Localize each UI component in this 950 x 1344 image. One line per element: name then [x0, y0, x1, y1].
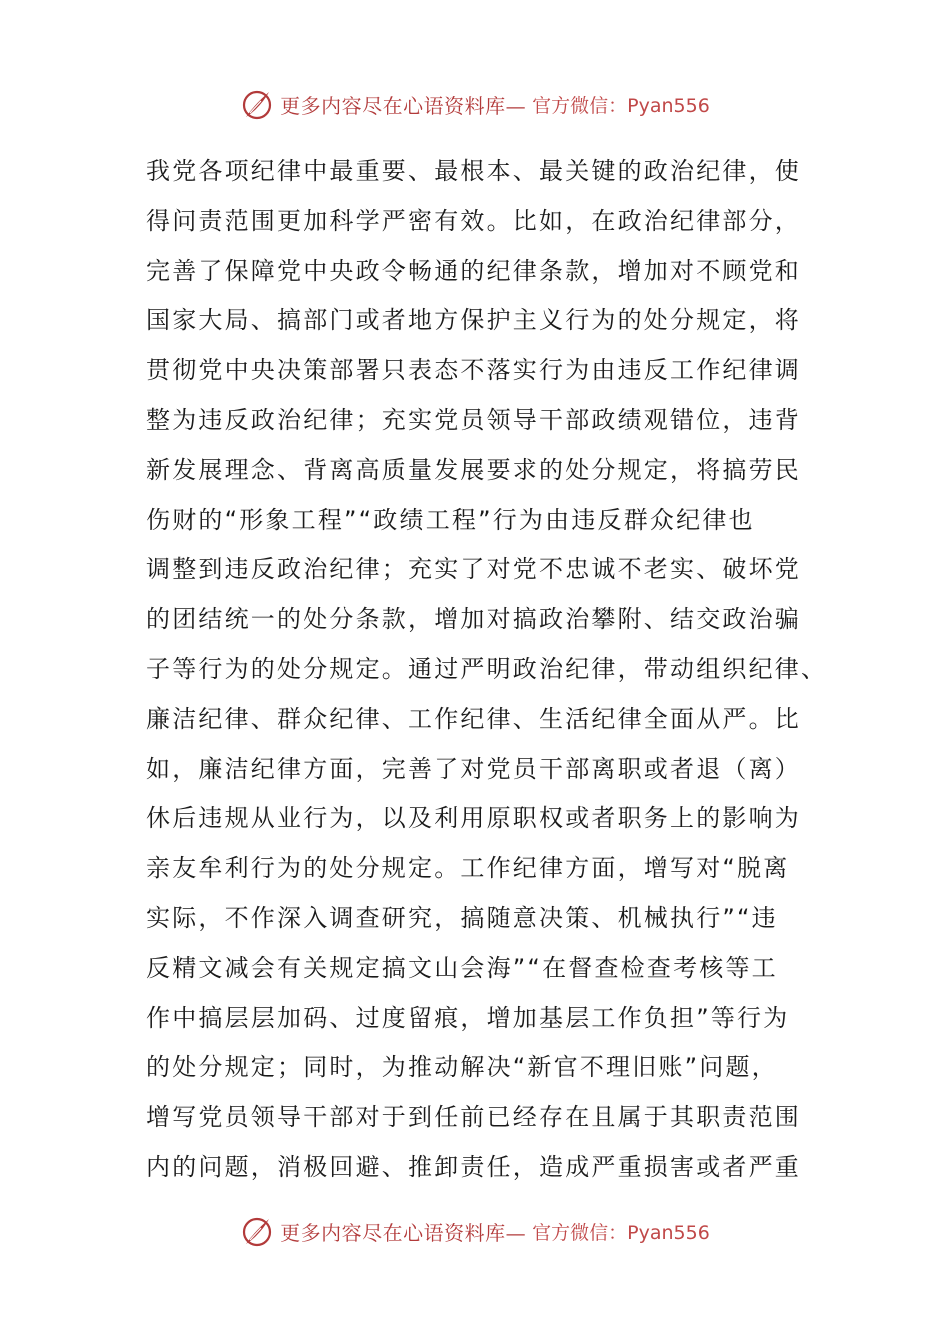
- body-line: 如，廉洁纪律方面，完善了对党员干部离职或者退（离）: [146, 754, 801, 783]
- body-line: 实际，不作深入调查研究，搞随意决策、机械执行”“违: [146, 903, 778, 932]
- header-banner-wechat: 官方微信：Pyan556: [532, 94, 710, 117]
- body-line: 新发展理念、背离高质量发展要求的处分规定，将搞劳民: [146, 455, 801, 484]
- body-line: 的团结统一的处分条款，增加对搞政治攀附、结交政治骗: [146, 605, 801, 634]
- document-body: [146, 147, 826, 1193]
- body-line: 贯彻党中央决策部署只表态不落实行为由违反工作纪律调: [146, 356, 801, 385]
- body-line: 调整到违反政治纪律；充实了对党不忠诚不老实、破坏党: [146, 555, 801, 584]
- footer-watermark-banner: [0, 1211, 950, 1251]
- body-line: 伤财的“形象工程”“政绩工程”行为由违反群众纪律也: [146, 505, 755, 534]
- footer-banner-content: [240, 1214, 710, 1248]
- footer-banner-wechat: 官方微信：Pyan556: [532, 1221, 710, 1244]
- quill-logo-icon: [240, 1214, 274, 1248]
- header-banner-text: 更多内容尽在心语资料库—: [280, 93, 527, 118]
- body-line: 亲友牟利行为的处分规定。工作纪律方面，增写对“脱离: [146, 854, 790, 883]
- body-line: 反精文减会有关规定搞文山会海”“在督查检查考核等工: [146, 953, 778, 982]
- body-line: 国家大局、搞部门或者地方保护主义行为的处分规定，将: [146, 306, 801, 335]
- header-watermark-banner: [0, 84, 950, 124]
- body-line: 作中搞层层加码、过度留痕，增加基层工作负担”等行为: [146, 1003, 790, 1032]
- body-line: 内的问题，消极回避、推卸责任，造成严重损害或者严重: [146, 1152, 801, 1181]
- body-line: 完善了保障党中央政令畅通的纪律条款，增加对不顾党和: [146, 256, 801, 285]
- body-line: 得问责范围更加科学严密有效。比如，在政治纪律部分，: [146, 206, 801, 235]
- header-banner-content: [240, 87, 710, 121]
- body-line: 整为违反政治纪律；充实党员领导干部政绩观错位，违背: [146, 405, 801, 434]
- body-line: 我党各项纪律中最重要、最根本、最关键的政治纪律，使: [146, 157, 801, 185]
- body-line: 子等行为的处分规定。通过严明政治纪律，带动组织纪律、: [146, 654, 828, 683]
- footer-banner-text: 更多内容尽在心语资料库—: [280, 1220, 527, 1245]
- body-line: 增写党员领导干部对于到任前已经存在且属于其职责范围: [146, 1103, 801, 1132]
- quill-logo-icon: [240, 87, 274, 121]
- body-line: 廉洁纪律、群众纪律、工作纪律、生活纪律全面从严。比: [146, 704, 801, 733]
- body-line: 的处分规定；同时，为推动解决“新官不理旧账”问题，: [146, 1053, 778, 1082]
- body-line: 休后违规从业行为，以及利用原职权或者职务上的影响为: [146, 804, 801, 833]
